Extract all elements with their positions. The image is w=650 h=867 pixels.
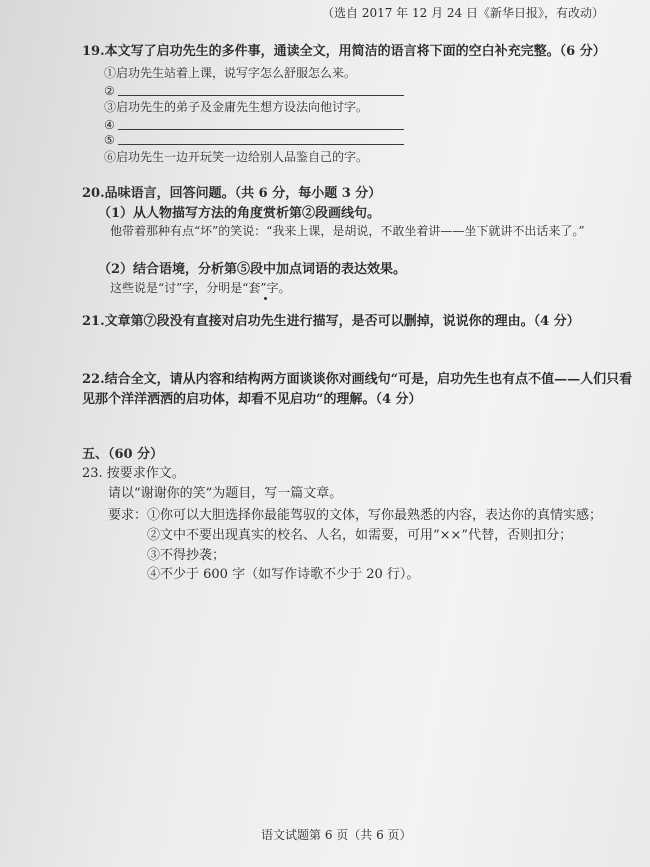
- requirement-1: ①你可以大胆选择你最能驾驭的文体，写你最熟悉的内容，表达你的真情实感；: [147, 508, 603, 523]
- q19-answer-line-4[interactable]: [118, 129, 404, 130]
- q20-prompt: 20.品味语言，回答问题。（共 6 分，每小题 3 分）: [82, 186, 382, 201]
- q21-prompt: 21.文章第⑦段没有直接对启功先生进行描写，是否可以删掉，说说你的理由。（4 分）: [82, 314, 580, 329]
- q19-answer-line-2[interactable]: [118, 95, 404, 96]
- q19-item-6: ⑥启功先生一边开玩笑一边给别人品鉴自己的字。: [104, 150, 369, 164]
- q22-prompt-line-1: 22.结合全文，请从内容和结构两方面谈谈你对画线句“可是，启功先生也有点不值——人们只看: [82, 372, 633, 387]
- requirement-4: ④不少于 600 字（如写作诗歌不少于 20 行）。: [147, 567, 420, 582]
- q19-item-1: ①启功先生站着上课，说写字怎么舒服怎么来。: [104, 66, 357, 80]
- requirement-2: ②文中不要出现真实的校名、人名，如需要，可用“××”代替，否则扣分；: [147, 528, 573, 543]
- source-note: （选自 2017 年 12 月 24 日《新华日报》，有改动）: [322, 6, 604, 20]
- q19-item-2: ②: [104, 84, 115, 98]
- q20-sub2-quote: 这些说是“讨”字，分明是“套”字。: [110, 281, 291, 295]
- q19-prompt: 19.本文写了启功先生的多件事，通读全文，用简洁的语言将下面的空白补充完整。（6 分）: [82, 44, 606, 59]
- q20-sub1-quote: 他带着那种有点“坏”的笑说：“我来上课，是胡说，不敢坐着讲——坐下就讲不出话来了。”: [110, 224, 585, 238]
- q20-sub2: （2）结合语境，分析第⑤段中加点词语的表达效果。: [98, 262, 407, 277]
- q20-sub1: （1）从人物描写方法的角度赏析第②段画线句。: [98, 206, 381, 221]
- requirement-3: ③不得抄袭；: [147, 548, 226, 563]
- q23-instruction: 请以“谢谢你的笑”为题目，写一篇文章。: [108, 486, 343, 501]
- q19-item-4: ④: [104, 118, 115, 132]
- requirements-label: 要求：: [108, 508, 148, 523]
- page-footer: 语文试题第 6 页（共 6 页）: [261, 828, 412, 842]
- q23-title: 23. 按要求作文。: [82, 466, 185, 481]
- q19-item-5: ⑤: [104, 133, 115, 147]
- q22-prompt-line-2: 见那个洋洋洒洒的启功体，却看不见启功”的理解。（4 分）: [82, 392, 422, 407]
- q19-answer-line-5[interactable]: [118, 144, 404, 145]
- section-5-heading: 五、（60 分）: [82, 447, 164, 462]
- q19-item-3: ③启功先生的弟子及金庸先生想方设法向他讨字。: [104, 100, 369, 114]
- emphasis-dot: [264, 297, 267, 300]
